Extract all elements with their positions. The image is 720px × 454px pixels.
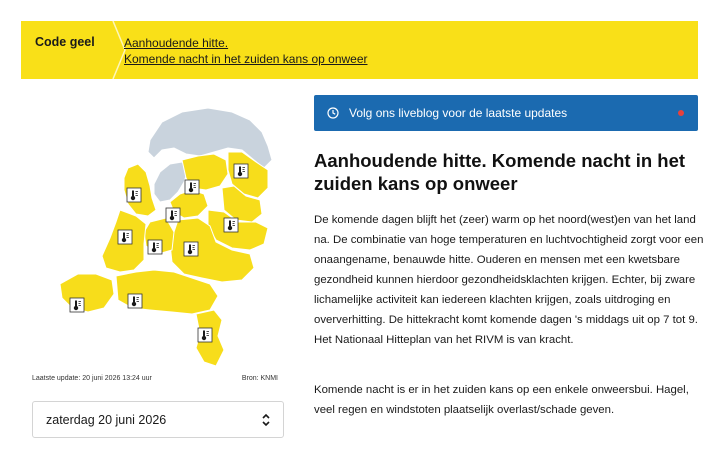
- map-last-update: Laatste update: 20 juni 2026 13:24 uur: [32, 375, 152, 382]
- date-select[interactable]: [32, 401, 284, 438]
- heat-warning-icon: [185, 180, 199, 194]
- heat-warning-icon: [224, 218, 238, 232]
- netherlands-map: [32, 98, 278, 373]
- article-paragraph-2: Komende nacht is er in het zuiden kans op een enkele onweersbui. Hagel, veel regen en windstoten plaatselijk overlast/schade geven.: [314, 384, 689, 416]
- warning-code-label: Code geel: [35, 35, 95, 49]
- heat-warning-icon: [70, 298, 84, 312]
- live-indicator-dot: [678, 110, 684, 116]
- warning-banner: [21, 21, 698, 79]
- heat-warning-icon: [198, 328, 212, 342]
- warning-code-area: [21, 21, 119, 79]
- liveblog-text: Volg ons liveblog voor de laatste updates: [349, 106, 568, 120]
- map-region-zeeland: [60, 274, 114, 312]
- heat-warning-icon: [148, 240, 162, 254]
- article-title: Aanhoudende hitte. Komende nacht in het zuiden kans op onweer: [314, 150, 686, 194]
- article-paragraph-1: De komende dagen blijft het (zeer) warm op het noord(west)en van het land na. De combinatie van hoge temperaturen en luchtvochtigheid zorgt voor een onaangename, benauwde hitte. Ouderen en mensen met een kwetsbare gezondheid kunnen hierdoor gezondheidsklachten krijgen. Echter, bij zware lichamelijke activiteit kan iedereen klachten krijgen, zoals uitdroging en oververhitting. De hittekracht komt komende dagen 's middags uit op 7 tot 9. Het Nationaal Hitteplan van het RIVM is van kracht.: [314, 214, 704, 346]
- banner-link-thunder[interactable]: Komende nacht in het zuiden kans op onweer: [124, 52, 368, 66]
- map-source: Bron: KNMI: [241, 375, 278, 382]
- chevron-updown-icon: [261, 413, 271, 427]
- heat-warning-icon: [166, 208, 180, 222]
- banner-links: [124, 35, 368, 67]
- clock-icon: [327, 107, 339, 119]
- heat-warning-icon: [127, 188, 141, 202]
- heat-warning-icon: [118, 230, 132, 244]
- date-select-value: zaterdag 20 juni 2026: [46, 413, 167, 427]
- warning-map: [32, 98, 278, 388]
- heat-warning-icon: [234, 164, 248, 178]
- liveblog-link[interactable]: [314, 95, 698, 131]
- heat-warning-icon: [184, 242, 198, 256]
- heat-warning-icon: [128, 294, 142, 308]
- banner-link-heat[interactable]: Aanhoudende hitte.: [124, 36, 229, 50]
